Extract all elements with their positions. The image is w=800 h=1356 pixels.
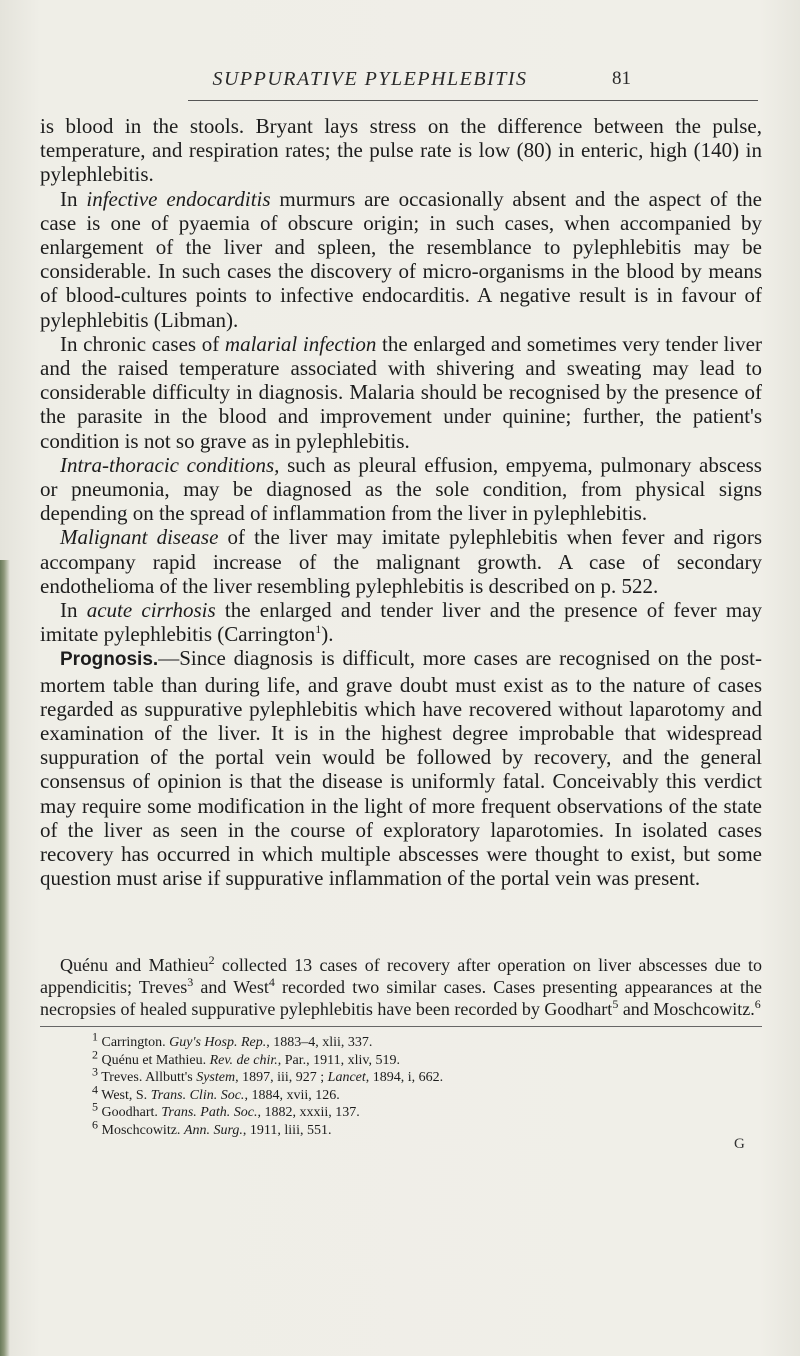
section-heading: Prognosis. [60, 649, 159, 671]
text-run: and Moschcowitz. [618, 999, 755, 1019]
text-run: , 1911, liii, 551. [242, 1122, 332, 1138]
text-run: In chronic cases of [60, 331, 225, 356]
footnote-marker: 2 [92, 1046, 98, 1061]
footnote-marker: 1 [315, 622, 322, 637]
footnote-marker: 2 [208, 953, 215, 967]
paragraph [40, 598, 762, 646]
text-run: Carrington. [98, 1035, 170, 1050]
text-run: , 1884, xvii, 126. [244, 1087, 340, 1103]
text-run: the enlarged and tender liver and the presence of fever may imitate pylephlebitis (Carrington [40, 598, 762, 647]
footnotes [92, 1029, 692, 1139]
text-run: recorded two similar cases. Cases presenting appearances at the necropsies of healed suppurative pylephlebitis have been recorded by Goodhart [40, 977, 762, 1019]
text-run: Malignant disease [60, 525, 219, 550]
text-run: infective endocarditis [86, 186, 271, 211]
text-run: acute cirrhosis [86, 598, 216, 623]
text-run: In [60, 598, 87, 623]
paragraph [40, 954, 762, 1020]
text-run: West, S. [98, 1087, 151, 1103]
footnote-marker: 5 [92, 1099, 98, 1114]
footnote-marker: 1 [92, 1029, 98, 1044]
text-run: , 1883–4, xlii, 337. [266, 1035, 373, 1050]
text-run: Moschcowitz. [98, 1122, 184, 1138]
footnote [92, 1099, 692, 1122]
text-run: collected 13 cases of recovery after operation on liver abscesses due to appendicitis; Treves [40, 955, 762, 997]
small-print-paragraph [40, 954, 762, 1020]
main-text [40, 114, 762, 891]
text-run: In [60, 186, 87, 211]
footnote-marker: 3 [92, 1064, 98, 1079]
footnote [92, 1029, 692, 1052]
text-run: System [196, 1070, 236, 1085]
text-run: , 1882, xxxii, 137. [257, 1105, 360, 1120]
text-run: and West [193, 977, 269, 997]
footnote-marker: 5 [612, 997, 619, 1011]
text-run: of the liver may imitate pylephlebitis when fever and rigors accompany rapid increase of the malignant growth. A case of secondary endothelioma of the liver resembling pylephlebitis is described on p. 522. [40, 525, 763, 598]
paragraph [40, 114, 762, 187]
footnote [92, 1046, 692, 1070]
text-run: , 1897, iii, 927 ; [235, 1070, 328, 1085]
paragraph [40, 332, 762, 453]
text-run: Lancet [327, 1070, 366, 1085]
footnote-marker: 6 [92, 1116, 98, 1131]
text-run: is blood in the stools. Bryant lays stress on the difference between the pulse, temperature, and respiration rates; the pulse rate is low (80) in enteric, high (140) in pylephlebitis. [40, 114, 762, 187]
footnote-marker: 6 [754, 997, 761, 1011]
text-run: the enlarged and sometimes very tender liver and the raised temperature associated with shivering and sweating may lead to considerable difficulty in diagnosis. Malaria should be recognised by the presence of the parasite in the blood and improvement under quinine; further, the patient's condition is not so grave as in pylephlebitis. [40, 331, 762, 453]
paragraph [40, 525, 762, 598]
text-run: Trans. Path. Soc. [161, 1105, 258, 1120]
text-run: Ann. Surg. [183, 1122, 243, 1138]
text-run: Intra-thoracic conditions, [60, 452, 280, 477]
text-run: Guy's Hosp. Rep. [169, 1035, 267, 1050]
footnote-rule [40, 1026, 762, 1027]
signature-mark: G [734, 1136, 745, 1152]
footnote-marker: 3 [187, 975, 194, 989]
text-run: Goodhart. [98, 1105, 162, 1120]
running-title: SUPPURATIVE PYLEPHLEBITIS [212, 68, 528, 90]
text-run: , Par., 1911, xliv, 519. [277, 1052, 400, 1068]
paragraph [40, 453, 762, 526]
text-run: Quénu et Mathieu. [98, 1052, 210, 1068]
paragraph [40, 187, 762, 332]
footnote-marker: 4 [268, 975, 275, 989]
page-edge-shadow [0, 560, 10, 1356]
header-rule [188, 100, 758, 101]
text-run: Rev. de chir. [209, 1052, 278, 1068]
text-run: Quénu and Mathieu [60, 955, 209, 975]
footnote [92, 1116, 692, 1140]
paragraph [40, 646, 762, 890]
text-run: Trans. Clin. Soc. [150, 1087, 245, 1103]
text-run: Treves. Allbutt's [98, 1070, 197, 1085]
page-number: 81 [612, 68, 631, 89]
footnote [92, 1064, 692, 1087]
text-run: such as pleural effusion, empyema, pulmonary abscess or pneumonia, may be diagnosed as the sole condition, from physical signs depending on the spread of inflammation from the liver in pylephlebitis. [40, 452, 762, 526]
footnote-marker: 4 [92, 1081, 98, 1096]
text-run: , 1894, i, 662. [365, 1070, 444, 1085]
text-run: malarial infection [224, 331, 377, 356]
text-run: —Since diagnosis is difficult, more cases are recognised on the post-mortem table than during life, and grave doubt must exist as to the nature of cases regarded as suppurative pylephlebitis which have recovered without laparotomy and examination of the liver. It is in the highest degree improbable that widespread suppuration of the portal vein would be followed by recovery, and the general consensus of opinion is that the disease is uniformly fatal. Conceivably this verdict may require some modification in the light of more frequent observations of the state of the liver as seen in the course of exploratory laparotomies. In isolated cases recovery has occurred in which multiple abscesses were thought to exist, but some question must arise if suppurative inflammation of the portal vein was present. [40, 646, 762, 891]
text-run: murmurs are occasionally absent and the aspect of the case is one of pyaemia of obscure origin; in such cases, when accompanied by enlargement of the liver and spleen, the resemblance to pylephlebitis may be considerable. In such cases the discovery of micro-organisms in the blood by means of blood-cultures points to infective endocarditis. A negative result is in favour of pylephlebitis (Libman). [40, 186, 762, 332]
text-run: ). [321, 622, 334, 647]
footnote [92, 1081, 692, 1105]
